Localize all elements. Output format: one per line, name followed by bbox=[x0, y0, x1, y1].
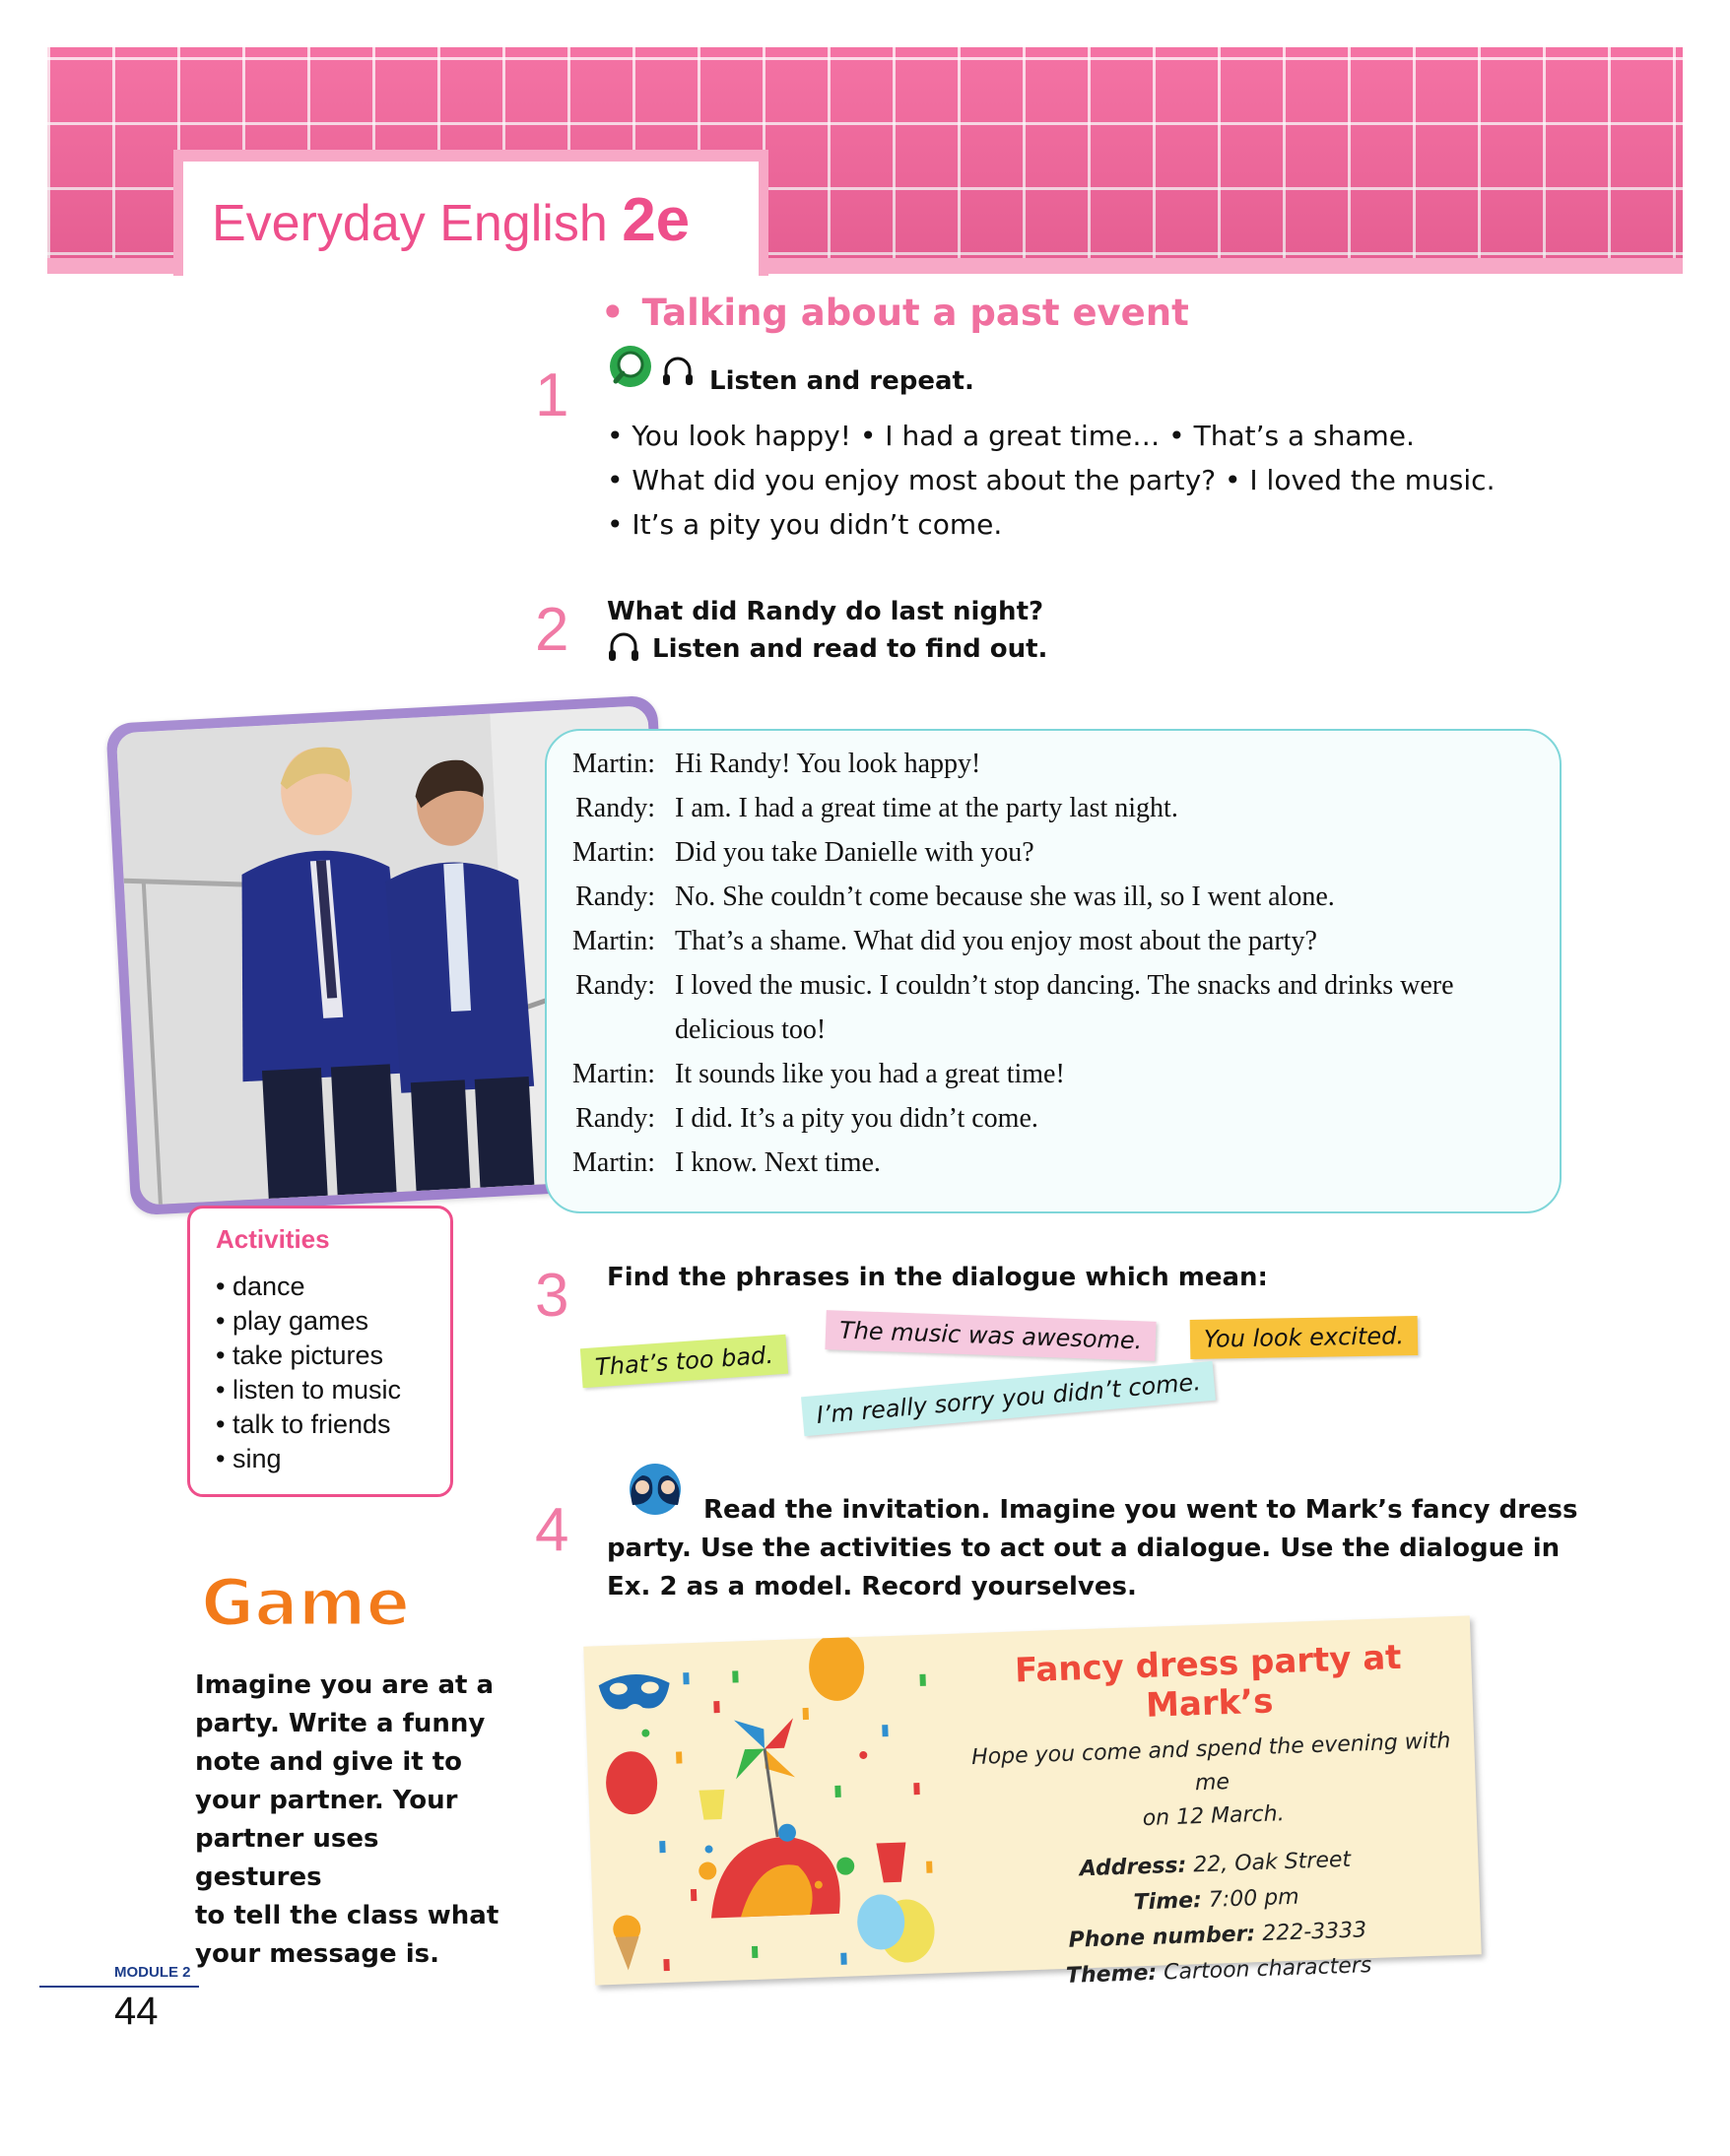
exercise-2-number: 2 bbox=[535, 596, 569, 664]
game-text-line: your message is. bbox=[195, 1939, 439, 1969]
bullet-dot: • bbox=[601, 292, 625, 334]
list-item: • sing bbox=[216, 1444, 282, 1473]
utterance: I am. I had a great time at the party last night. bbox=[675, 793, 1178, 823]
exercise-4-instruction-line-1: Read the invitation. Imagine you went to Mark’s fancy dress bbox=[703, 1495, 1578, 1525]
invitation-card bbox=[583, 1615, 1481, 1989]
phone-value: 222-3333 bbox=[1254, 1918, 1367, 1947]
invitation-details bbox=[964, 1839, 1471, 1998]
invitation-subtitle bbox=[960, 1725, 1465, 1843]
dialogue-box bbox=[545, 729, 1562, 1213]
phrase-line-1: • You look happy! • I had a great time… • That’s a shame. bbox=[607, 420, 1415, 452]
utterance: I know. Next time. bbox=[675, 1147, 881, 1178]
theme-value: Cartoon characters bbox=[1156, 1953, 1372, 1986]
speaker: Martin: bbox=[572, 926, 655, 956]
invitation-text bbox=[957, 1632, 1471, 1998]
magnifier-icon bbox=[610, 346, 651, 387]
speaker: Randy: bbox=[575, 1103, 655, 1134]
exercise-2-instruction-line-1: What did Randy do last night? bbox=[607, 597, 1044, 626]
phrase-line-2: • What did you enjoy most about the party? • I loved the music. bbox=[607, 464, 1496, 496]
exercise-4-instruction-line-3: Ex. 2 as a model. Record yourselves. bbox=[607, 1572, 1137, 1601]
utterance: I did. It’s a pity you didn’t come. bbox=[675, 1103, 1038, 1134]
mask-icon bbox=[598, 1673, 670, 1710]
exercise-4-instruction-line-2: party. Use the activities to act out a dialogue. Use the dialogue in bbox=[607, 1534, 1561, 1563]
section-heading-text: Talking about a past event bbox=[641, 292, 1189, 334]
utterance: Hi Randy! You look happy! bbox=[675, 749, 981, 779]
game-text-line: party. Write a funny bbox=[195, 1709, 486, 1738]
invitation-subtitle-line: on 12 March. bbox=[1142, 1801, 1286, 1832]
speaker: Martin: bbox=[572, 837, 655, 868]
address-value: 22, Oak Street bbox=[1185, 1847, 1352, 1878]
exercise-1-instruction: Listen and repeat. bbox=[709, 366, 974, 396]
exercise-2-instruction-line-2: Listen and read to find out. bbox=[652, 634, 1048, 664]
ice-cream-icon bbox=[613, 1915, 642, 1971]
game-logo-text: Game bbox=[201, 1565, 411, 1639]
sticky-note: You look excited. bbox=[1190, 1316, 1419, 1359]
game-text-line: Imagine you are at a bbox=[195, 1670, 495, 1700]
page-title-code: 2e bbox=[622, 186, 691, 254]
phrase-line-3: • It’s a pity you didn’t come. bbox=[607, 508, 1003, 541]
invitation-subtitle-line: Hope you come and spend the evening with me bbox=[970, 1729, 1451, 1797]
speaker: Randy: bbox=[575, 970, 655, 1001]
page-title bbox=[212, 185, 690, 255]
address-label: Address: bbox=[1079, 1853, 1187, 1882]
phone-label: Phone number: bbox=[1068, 1922, 1256, 1953]
game-text-line: your partner. Your bbox=[195, 1786, 458, 1815]
speaker: Randy: bbox=[575, 793, 655, 823]
pair-work-icon bbox=[613, 1462, 698, 1517]
game-text-line: to tell the class what bbox=[195, 1901, 499, 1930]
sticky-note: That’s too bad. bbox=[580, 1335, 788, 1388]
exercise-3-instruction: Find the phrases in the dialogue which mean: bbox=[607, 1263, 1268, 1292]
headphones-icon bbox=[607, 630, 640, 664]
page-title-text: Everyday English bbox=[212, 195, 623, 252]
list-item: • talk to friends bbox=[216, 1409, 391, 1439]
exercise-1-number: 1 bbox=[535, 361, 569, 429]
activities-title: Activities bbox=[216, 1224, 330, 1254]
activities-list bbox=[216, 1270, 401, 1476]
sticky-note: The music was awesome. bbox=[825, 1310, 1157, 1361]
utterance: delicious too! bbox=[675, 1014, 827, 1045]
sticky-note: I’m really sorry you didn’t come. bbox=[801, 1361, 1216, 1436]
game-text-line: note and give it to bbox=[195, 1747, 463, 1777]
exercise-1-icons bbox=[607, 345, 705, 394]
utterance: No. She couldn’t come because she was ill, so I went alone. bbox=[675, 882, 1335, 912]
headphones-icon bbox=[663, 359, 693, 385]
theme-label: Theme: bbox=[1065, 1960, 1158, 1989]
game-text-line: partner uses gestures bbox=[195, 1824, 379, 1892]
page-number: 44 bbox=[114, 1990, 159, 2033]
invitation-title: Fancy dress party at Mark’s bbox=[1014, 1637, 1403, 1726]
exercise-4-number: 4 bbox=[535, 1496, 569, 1564]
speaker: Randy: bbox=[575, 882, 655, 912]
game-text bbox=[195, 1666, 510, 1974]
utterance: I loved the music. I couldn’t stop dancing. The snacks and drinks were bbox=[675, 970, 1454, 1001]
exercise-3-number: 3 bbox=[535, 1262, 569, 1330]
speaker: Martin: bbox=[572, 1059, 655, 1089]
utterance: Did you take Danielle with you? bbox=[675, 837, 1034, 868]
time-label: Time: bbox=[1133, 1888, 1203, 1916]
list-item: • play games bbox=[216, 1306, 369, 1336]
module-label: MODULE 2 bbox=[114, 1964, 191, 1981]
party-decorations bbox=[583, 1634, 969, 1986]
list-item: • listen to music bbox=[216, 1375, 402, 1405]
utterance: That’s a shame. What did you enjoy most about the party? bbox=[675, 926, 1317, 956]
game-logo bbox=[197, 1560, 443, 1639]
activities-box bbox=[187, 1206, 453, 1497]
footer-divider bbox=[39, 1986, 199, 1988]
pinwheel-icon bbox=[734, 1718, 797, 1838]
section-heading bbox=[601, 292, 1189, 334]
list-item: • take pictures bbox=[216, 1340, 384, 1370]
utterance: It sounds like you had a great time! bbox=[675, 1059, 1065, 1089]
list-item: • dance bbox=[216, 1272, 305, 1301]
speaker: Martin: bbox=[572, 749, 655, 779]
time-value: 7:00 pm bbox=[1201, 1884, 1300, 1914]
speaker: Martin: bbox=[572, 1147, 655, 1178]
